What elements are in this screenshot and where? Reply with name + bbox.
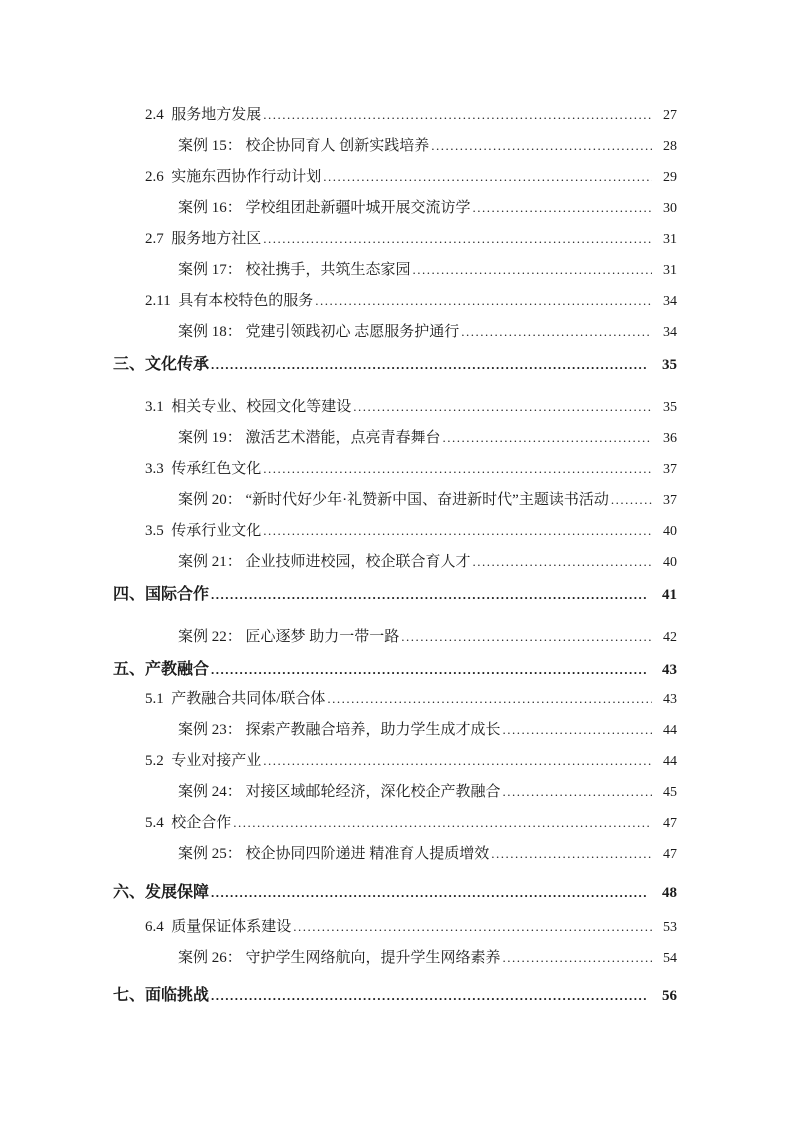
toc-leader-dots <box>431 138 652 154</box>
toc-entry[interactable] <box>0 681 800 712</box>
toc-leader-dots <box>211 587 647 603</box>
toc-leader-dots <box>211 885 647 901</box>
toc-leader-dots <box>473 554 652 570</box>
toc-entry-label: 案例 24： 对接区域邮轮经济，深化校企产教融合 <box>178 784 501 800</box>
toc-entry[interactable] <box>0 650 800 681</box>
toc-leader-dots <box>233 815 652 831</box>
toc-entry[interactable] <box>0 774 800 805</box>
toc-leader-dots <box>211 357 647 373</box>
toc-page-number: 37 <box>663 462 677 477</box>
toc-page-number: 45 <box>663 785 677 800</box>
toc-page-number: 44 <box>663 754 677 769</box>
toc-entry[interactable] <box>0 159 800 190</box>
toc-entry-label: 案例 25： 校企协同四阶递进 精准育人提质增效 <box>178 846 490 862</box>
toc-page-number: 47 <box>663 847 677 862</box>
toc-entry-label: 案例 22： 匠心逐梦 助力一带一路 <box>178 629 400 645</box>
toc-entry[interactable] <box>0 314 800 345</box>
toc-page-number: 35 <box>662 357 677 373</box>
toc-leader-dots <box>491 846 652 862</box>
toc-entry-label: 案例 16： 学校组团赴新疆叶城开展交流访学 <box>178 200 471 216</box>
toc-entry-label: 案例 23： 探索产教融合培养，助力学生成才成长 <box>178 722 501 738</box>
toc-blank-line <box>0 376 800 389</box>
toc-entry-label: 三、文化传承 <box>113 356 210 373</box>
toc-leader-dots <box>323 169 652 185</box>
toc-entry[interactable] <box>0 420 800 451</box>
toc-entry-label: 案例 19： 激活艺术潜能，点亮青春舞台 <box>178 430 441 446</box>
toc-blank-line <box>0 606 800 619</box>
toc-page-number: 54 <box>663 951 677 966</box>
toc-entry[interactable] <box>0 743 800 774</box>
toc-entry[interactable] <box>0 128 800 159</box>
toc-page-number: 47 <box>663 816 677 831</box>
toc-entry-label: 2.11 具有本校特色的服务 <box>145 293 314 309</box>
toc-entry[interactable] <box>0 252 800 283</box>
toc-leader-dots <box>413 262 652 278</box>
toc-page-number: 53 <box>663 920 677 935</box>
toc-entry[interactable] <box>0 97 800 128</box>
toc-page-number: 31 <box>663 232 677 247</box>
toc-leader-dots <box>263 231 652 247</box>
toc-entry[interactable] <box>0 389 800 420</box>
toc-entry[interactable] <box>0 575 800 606</box>
toc-entry[interactable] <box>0 345 800 376</box>
toc-entry[interactable] <box>0 283 800 314</box>
toc-page-number: 43 <box>662 662 677 678</box>
toc-page-number: 34 <box>663 294 677 309</box>
toc-page-number: 37 <box>663 493 677 508</box>
toc-page-number: 41 <box>662 587 677 603</box>
toc-entry-label: 3.5 传承行业文化 <box>145 523 262 539</box>
toc-leader-dots <box>211 662 647 678</box>
toc-leader-dots <box>263 753 652 769</box>
toc-entry[interactable] <box>0 619 800 650</box>
toc-entry-label: 3.1 相关专业、校园文化等建设 <box>145 399 352 415</box>
toc-page-number: 29 <box>663 170 677 185</box>
toc-page-number: 40 <box>663 524 677 539</box>
toc-entry-label: 七、面临挑战 <box>113 987 210 1004</box>
toc-entry[interactable] <box>0 805 800 836</box>
toc-entry-label: 2.4 服务地方发展 <box>145 107 262 123</box>
toc-entry-label: 5.1 产教融合共同体/联合体 <box>145 691 326 707</box>
toc-page-number: 31 <box>663 263 677 278</box>
toc-page-number: 27 <box>663 108 677 123</box>
toc-entry-label: 案例 26： 守护学生网络航向，提升学生网络素养 <box>178 950 501 966</box>
toc-page-number: 40 <box>663 555 677 570</box>
toc-entry-label: 5.4 校企合作 <box>145 815 232 831</box>
toc-entry[interactable] <box>0 513 800 544</box>
toc-page-number: 35 <box>663 400 677 415</box>
toc-leader-dots <box>327 691 652 707</box>
toc-leader-dots <box>315 293 652 309</box>
toc-entry-label: 案例 20： “新时代好少年·礼赞新中国、奋进新时代”主题读书活动 <box>178 492 609 508</box>
toc-leader-dots <box>503 784 652 800</box>
toc-leader-dots <box>263 523 652 539</box>
toc-entry-label: 2.6 实施东西协作行动计划 <box>145 169 322 185</box>
toc-entry[interactable] <box>0 873 800 904</box>
toc-entry-label: 案例 18： 党建引领践初心 志愿服务护通行 <box>178 324 460 340</box>
toc-leader-dots <box>353 399 652 415</box>
toc-entry-label: 五、产教融合 <box>113 661 210 678</box>
toc-leader-dots <box>503 722 652 738</box>
toc-entry-label: 案例 21： 企业技师进校园，校企联合育人才 <box>178 554 471 570</box>
toc-leader-dots <box>263 461 652 477</box>
toc-entry-label: 6.4 质量保证体系建设 <box>145 919 292 935</box>
toc-page-number: 42 <box>663 630 677 645</box>
toc-entry-label: 案例 15： 校企协同育人 创新实践培养 <box>178 138 430 154</box>
toc-leader-dots <box>443 430 652 446</box>
toc-leader-dots <box>401 629 652 645</box>
toc-entry[interactable] <box>0 190 800 221</box>
toc-leader-dots <box>293 919 652 935</box>
toc-entry-label: 5.2 专业对接产业 <box>145 753 262 769</box>
toc-leader-dots <box>211 988 647 1004</box>
toc-page-number: 34 <box>663 325 677 340</box>
toc-leader-dots <box>461 324 652 340</box>
toc-entry-label: 案例 17： 校社携手，共筑生态家园 <box>178 262 411 278</box>
toc-entry-label: 3.3 传承红色文化 <box>145 461 262 477</box>
toc-page-number: 43 <box>663 692 677 707</box>
toc-page-number: 56 <box>662 988 677 1004</box>
toc-entry[interactable] <box>0 482 800 513</box>
toc-entry[interactable] <box>0 221 800 252</box>
toc-entry[interactable] <box>0 976 800 1007</box>
toc-leader-dots <box>263 107 652 123</box>
toc-page-number: 28 <box>663 139 677 154</box>
toc-leader-dots <box>611 492 652 508</box>
toc-leader-dots <box>503 950 652 966</box>
toc-entry[interactable] <box>0 712 800 743</box>
toc-entry-label: 2.7 服务地方社区 <box>145 231 262 247</box>
toc-entry-label: 四、国际合作 <box>113 586 210 603</box>
toc-entry[interactable] <box>0 909 800 940</box>
toc-entry[interactable] <box>0 836 800 867</box>
toc-entry[interactable] <box>0 544 800 575</box>
toc-leader-dots <box>473 200 652 216</box>
toc-page-number: 48 <box>662 885 677 901</box>
toc-page-number: 36 <box>663 431 677 446</box>
toc-entry[interactable] <box>0 940 800 971</box>
toc-page-number: 44 <box>663 723 677 738</box>
toc-page-number: 30 <box>663 201 677 216</box>
toc-entry[interactable] <box>0 451 800 482</box>
toc-entry-label: 六、发展保障 <box>113 884 210 901</box>
